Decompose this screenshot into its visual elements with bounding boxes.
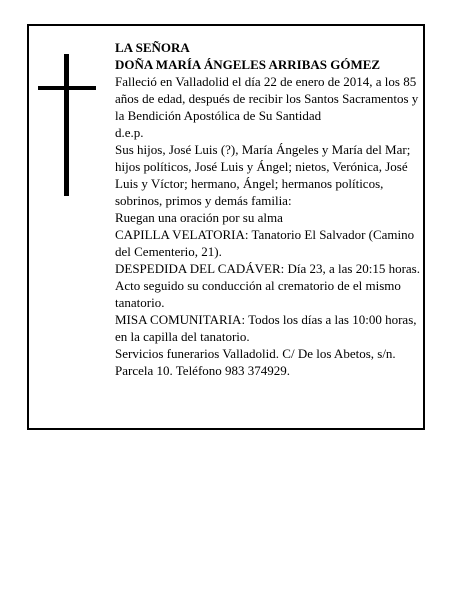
cross-icon-vertical: [64, 54, 69, 196]
deceased-name: DOÑA MARÍA ÁNGELES ARRIBAS GÓMEZ: [115, 57, 381, 72]
wake-chapel: CAPILLA VELATORIA: Tanatorio El Salvador (Camino del Cementerio, 21).: [115, 227, 415, 259]
obituary-text: [115, 39, 420, 379]
family-list: Sus hijos, José Luis (?), María Ángeles y María del Mar; hijos políticos, José Luis y Ángel; nietos, Verónica, José Luis y Víctor; hermano, Ángel; hermanos políticos, sobrinos, primos y demás familia:: [115, 142, 411, 208]
cross-icon-horizontal: [38, 86, 96, 90]
notice-title: LA SEÑORA: [115, 40, 190, 55]
funeral-farewell: DESPEDIDA DEL CADÁVER: Día 23, a las 20:15 horas. Acto seguido su conducción al crematorio de el mismo tanatorio.: [115, 261, 420, 310]
rip-abbreviation: d.e.p.: [115, 125, 144, 140]
death-statement: Falleció en Valladolid el día 22 de enero de 2014, a los 85 años de edad, después de recibir los Santos Sacramentos y la Bendición Apostólica de Su Santidad: [115, 74, 419, 123]
community-mass: MISA COMUNITARIA: Todos los días a las 10:00 horas, en la capilla del tanatorio.: [115, 312, 417, 344]
funeral-services: Servicios funerarios Valladolid. C/ De los Abetos, s/n. Parcela 10. Teléfono 983 374929.: [115, 346, 396, 378]
prayer-request: Ruegan una oración por su alma: [115, 210, 283, 225]
